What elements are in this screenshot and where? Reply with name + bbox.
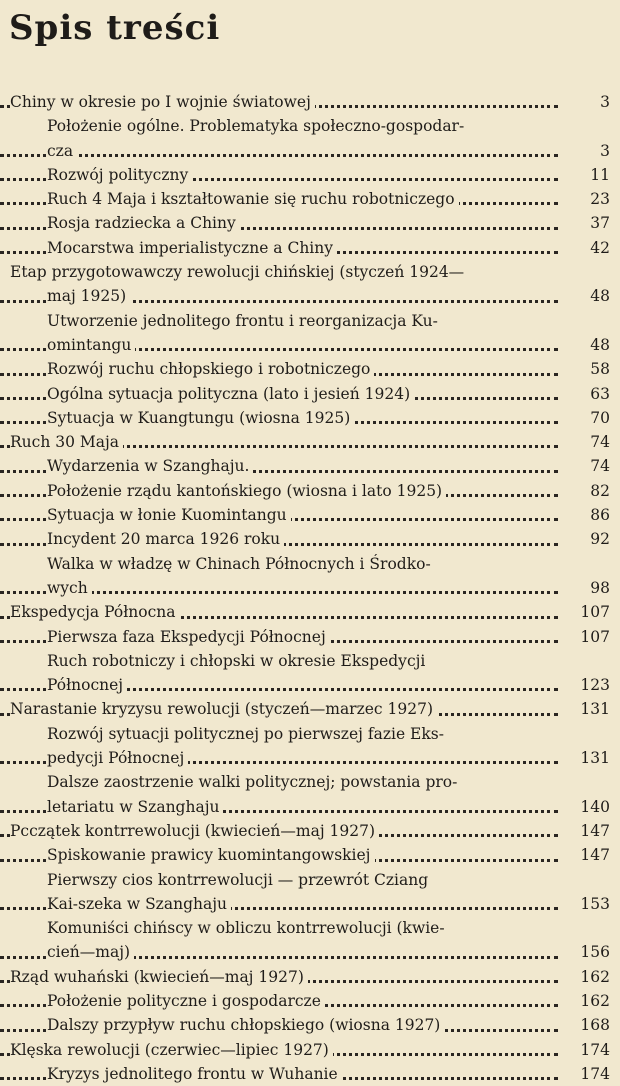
toc-entry — [0, 843, 620, 867]
toc-entry-page: 3 — [600, 141, 610, 160]
toc-entry — [0, 430, 620, 454]
toc-entry-page: 82 — [590, 481, 610, 500]
toc-entry — [0, 527, 620, 551]
toc-entry-title: pedycji Północnej — [47, 749, 188, 767]
toc-entry — [0, 940, 620, 964]
toc-entry-page: 74 — [590, 457, 610, 476]
toc-entry-page: 23 — [590, 190, 610, 209]
toc-entry — [0, 892, 620, 916]
toc-entry-page: 3 — [600, 93, 610, 111]
toc-entry — [0, 989, 620, 1013]
toc-entry — [0, 1038, 620, 1062]
toc-entry — [0, 454, 620, 478]
toc-entry-title: Położenie rządu kantońskiego (wiosna i lato 1925) — [47, 482, 446, 500]
toc-entry — [0, 1062, 620, 1086]
toc-entry — [0, 697, 620, 721]
toc-entry-title: Pierwsza faza Ekspedycji Północnej — [47, 628, 330, 646]
toc-entry-page: 98 — [590, 578, 610, 597]
toc-entry — [0, 211, 620, 235]
toc-entry — [0, 187, 620, 211]
toc-entry — [0, 649, 620, 673]
toc-entry-page: 162 — [580, 967, 610, 986]
toc-entry-title: Rząd wuhański (kwiecień—maj 1927) — [10, 968, 308, 986]
toc-entry — [0, 1013, 620, 1037]
toc-entry-title: Komuniści chińscy w obliczu kontrrewolucji (kwie- — [47, 919, 449, 937]
toc-entry — [0, 382, 620, 406]
toc-entry — [0, 163, 620, 187]
toc-entry — [0, 770, 620, 794]
toc-entry-title: omintangu — [47, 336, 135, 354]
toc-entry-title: Pcczątek kontrrewolucji (kwiecień—maj 1927) — [10, 822, 379, 840]
toc-entry — [0, 333, 620, 357]
toc-entry-page: 153 — [580, 894, 610, 913]
toc-entry-title: cza — [47, 142, 77, 160]
toc-entry-title: Ekspedycja Północna — [10, 603, 179, 621]
toc-entry-page: 107 — [580, 603, 610, 622]
toc-entry-title: maj 1925) — [47, 287, 130, 305]
toc-entry-title: Sytuacja w Kuangtungu (wiosna 1925) — [47, 409, 354, 427]
toc-entry-page: 156 — [580, 943, 610, 962]
toc-entry-page: 58 — [590, 360, 610, 379]
toc-entry — [0, 673, 620, 697]
toc-entry-page: 70 — [590, 408, 610, 427]
toc-entry-page: 174 — [580, 1040, 610, 1059]
toc-entry-page: 48 — [590, 335, 610, 354]
toc-entry — [0, 746, 620, 770]
toc-entry-page: 92 — [590, 530, 610, 549]
toc-entry-page: 11 — [590, 165, 610, 184]
toc-entry-title: Utworzenie jednolitego frontu i reorganizacja Ku- — [47, 312, 442, 330]
page-title: Spis treści — [9, 8, 221, 48]
toc-entry-page: 42 — [590, 238, 610, 257]
toc-entry-page: 147 — [580, 846, 610, 865]
toc-entry — [0, 965, 620, 989]
toc-entry-page: 107 — [580, 627, 610, 646]
toc-entry-title: Dalsze zaostrzenie walki politycznej; powstania pro- — [47, 773, 461, 791]
toc-entry-page: 140 — [580, 797, 610, 816]
toc-entry — [0, 552, 620, 576]
toc-entry — [0, 625, 620, 649]
toc-entry-title: Ruch 4 Maja i kształtowanie się ruchu robotniczego — [47, 190, 459, 208]
toc-entry — [0, 236, 620, 260]
toc-entry-title: Rozwój ruchu chłopskiego i robotniczego — [47, 360, 374, 378]
toc-entry — [0, 114, 620, 138]
toc-entry — [0, 406, 620, 430]
toc-entry — [0, 309, 620, 333]
toc-entry-title: Etap przygotowawczy rewolucji chińskiej (styczeń 1924— — [10, 263, 468, 281]
toc-entry — [0, 260, 620, 284]
toc-entry-page: 63 — [590, 384, 610, 403]
toc-entry-title: Ruch robotniczy i chłopski w okresie Ekspedycji — [47, 652, 429, 670]
toc-entry-title: Kai-szeka w Szanghaju — [47, 895, 231, 913]
toc-entry-page: 168 — [580, 1016, 610, 1035]
toc-entry-page: 48 — [590, 287, 610, 306]
toc-entry-page: 86 — [590, 506, 610, 525]
toc-entry-title: Położenie polityczne i gospodarcze — [47, 992, 325, 1010]
toc-entry-page: 174 — [580, 1064, 610, 1083]
toc-entry — [0, 819, 620, 843]
toc-entry — [0, 576, 620, 600]
toc-entry-title: Rozwój polityczny — [47, 166, 192, 184]
toc-entry — [0, 600, 620, 624]
toc-entry-title: cień—maj) — [47, 943, 134, 961]
toc-entry-title: Spiskowanie prawicy kuomintangowskiej — [47, 846, 375, 864]
toc-entry-page: 162 — [580, 991, 610, 1010]
toc-entry-page: 123 — [580, 676, 610, 695]
toc-entry-title: Rosja radziecka a Chiny — [47, 214, 240, 232]
toc-entry-title: Rozwój sytuacji politycznej po pierwszej fazie Eks- — [47, 725, 448, 743]
toc-entry-page: 131 — [580, 749, 610, 768]
toc-entry-title: Klęska rewolucji (czerwiec—lipiec 1927) — [10, 1041, 333, 1059]
toc-entry-page: 74 — [590, 433, 610, 452]
toc-entry — [0, 503, 620, 527]
toc-entry-title: Narastanie kryzysu rewolucji (styczeń—marzec 1927) — [10, 700, 437, 718]
toc-entry — [0, 284, 620, 308]
toc-entry-title: Ruch 30 Maja — [10, 433, 123, 451]
toc-entry — [0, 795, 620, 819]
toc-entry-title: Incydent 20 marca 1926 roku — [47, 530, 284, 548]
toc-entry — [0, 139, 620, 163]
toc-entry-title: Wydarzenia w Szanghaju. — [47, 457, 253, 475]
toc-entry-title: Położenie ogólne. Problematyka społeczno-gospodar- — [47, 117, 468, 135]
toc-entry-page: 147 — [580, 821, 610, 840]
toc-entry-title: Pierwszy cios kontrrewolucji — przewrót Cziang — [47, 871, 432, 889]
toc-entry — [0, 90, 620, 114]
toc-entry-title: Mocarstwa imperialistyczne a Chiny — [47, 239, 337, 257]
toc-entry-title: Walka w władzę w Chinach Północnych i Środko- — [47, 555, 435, 573]
toc-entry-title: Północnej — [47, 676, 127, 694]
toc-entry-title: Dalszy przypływ ruchu chłopskiego (wiosna 1927) — [47, 1016, 444, 1034]
toc-entry-title: Kryzys jednolitego frontu w Wuhanie — [47, 1065, 342, 1083]
toc-entry-page: 131 — [580, 700, 610, 719]
toc-entry — [0, 479, 620, 503]
toc-entry — [0, 868, 620, 892]
toc-entry-title: Chiny w okresie po I wojnie światowej — [10, 93, 315, 111]
toc-entry-page: 37 — [590, 214, 610, 233]
toc-entry-title: Sytuacja w łonie Kuomintangu — [47, 506, 291, 524]
toc-entry — [0, 916, 620, 940]
toc-entry-title: wych — [47, 579, 92, 597]
leader-dots — [0, 154, 558, 157]
table-of-contents — [0, 90, 620, 1086]
toc-entry-title: Ogólna sytuacja polityczna (lato i jesień 1924) — [47, 385, 414, 403]
toc-entry — [0, 722, 620, 746]
toc-entry — [0, 357, 620, 381]
toc-entry-title: letariatu w Szanghaju — [47, 798, 223, 816]
